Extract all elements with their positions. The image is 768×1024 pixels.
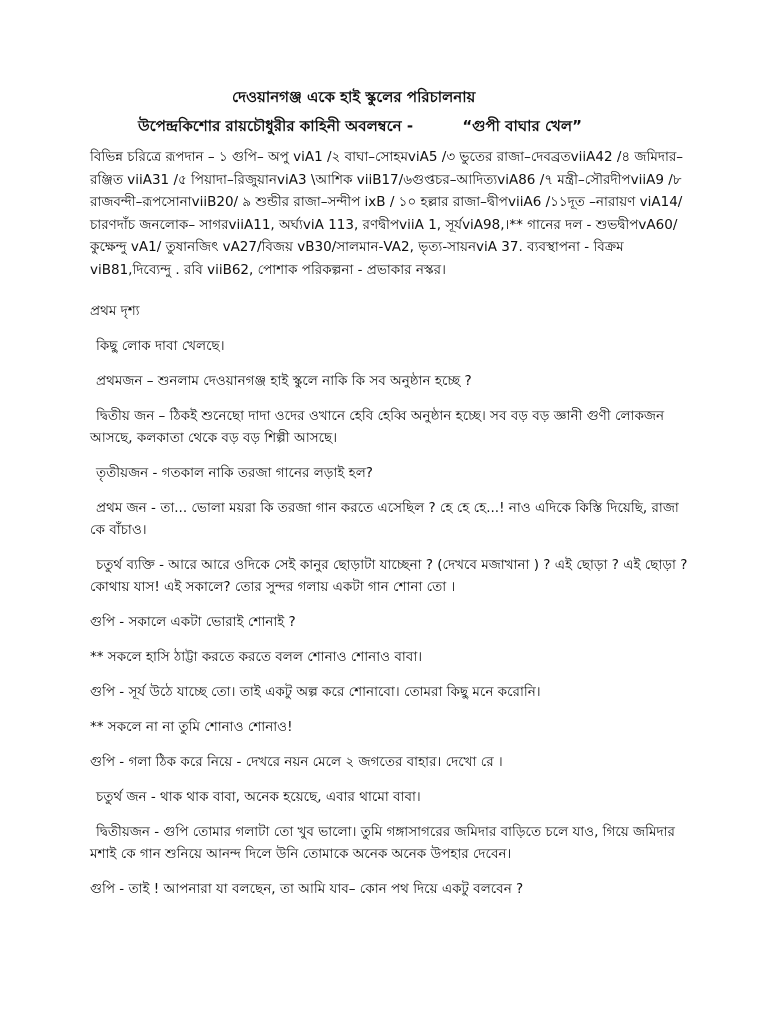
dialogue-line: গুপি - গলা ঠিক করে নিয়ে - দেখরে নয়ন মেলে ২ জগতের বাহার। দেখো রে । <box>90 754 503 770</box>
dialogue-line: ** সকলে না না তুমি শোনাও শোনাও! <box>90 719 293 735</box>
play-name: “গুপী বাঘার খেল” <box>462 117 582 135</box>
dialogue-line: চতুর্থ ব্যক্তি - আরে আরে ওদিকে সেই কানুর ছোড়াটা যাচ্ছেনা ? (দেখবে মজাখানা ) ? এই ছোড়া ? এই ছোড়া ? কোথায় যাস! এই সকালে? তোর সুন্দর গলায় একটা গান শোনা তো । <box>90 557 688 595</box>
dialogue-line: চতুর্থ জন - থাক থাক বাবা, অনেক হয়েছে, এবার থামো বাবা। <box>96 789 421 805</box>
document-subtitle <box>138 115 582 140</box>
subtitle-source: উপেন্দ্রকিশোর রায়চৌধুরীর কাহিনী অবলম্বনে - <box>138 117 414 135</box>
stage-direction: কিছু লোক দাবা খেলছে। <box>96 338 225 354</box>
dialogue-line: দ্বিতীয় জন – ঠিকই শুনেছো দাদা ওদের ওখানে হেবি হেব্বি অনুষ্ঠান হচ্ছে। সব বড় বড় জ্ঞানী গুণী লোকজন আসছে, কলকাতা থেকে বড় বড় শিল্পী আসছে। <box>90 408 665 446</box>
dialogue-line: ** সকলে হাসি ঠাট্টা করতে করতে বলল শোনাও শোনাও বাবা। <box>90 649 423 665</box>
dialogue-line: গুপি - সূর্য উঠে যাচ্ছে তো। তাই একটু অল্প করে শোনাবো। তোমরা কিছু মনে করোনি। <box>90 684 541 700</box>
script-body <box>90 300 690 913</box>
dialogue-line: গুপি - তাই ! আপনারা যা বলছেন, তা আমি যাব– কোন পথ দিয়ে একটু বলবেন ? <box>90 881 524 897</box>
dialogue-line: গুপি - সকালে একটা ভোরাই শোনাই ? <box>90 614 296 630</box>
cast-list: বিভিন্ন চরিত্রে রূপদান – ১ গুপি– অপু viA1 /২ বাঘা–সোহমviA5 /৩ ভুতের রাজা–দেবব্রতviiA42 /৪ জমিদার–রঞ্জিত viiA31 /৫ পিয়াদা–রিজুয়ানviA3 \আশিক viiB17/৬গুপ্তচর–আদিত্যviA86 /৭ মন্ত্রী–সৌরদীপviiA9 /৮ রাজবন্দী–রূপসোনাviiB20/ ৯ শুন্ডীর রাজা–সন্দীপ ixB / ১০ হল্লার রাজা–দ্বীপviiA6 /১১দূত –নারায়ণ viA14/চারণদাঁচ জনলোক– সাগরviiA11, অর্ঘ্যviA 113, রণদ্বীপviiA 1, সূর্যviA98,।** গানের দল - শুভদ্বীপvA60/ কুক্ষেন্দু vA1/ তুষানজিৎ vA27/বিজয় vB30/সালমান-VA2, ভৃত্য-সায়নviA 37. ব্যবস্থাপনা - বিক্রম viB81,দিব্যেন্দু . রবি viiB62, পোশাক পরিকল্পনা - প্রভাকার নস্কর। <box>90 149 684 278</box>
dialogue-line: দ্বিতীয়জন - গুপি তোমার গলাটা তো খুব ভালো। তুমি গঙ্গাসাগরের জমিদার বাড়িতে চলে যাও, গিয়ে জমিদার মশাই কে গান শুনিয়ে আনন্দ দিলে উনি তোমাকে অনেক অনেক উপহার দেবেন। <box>90 824 675 862</box>
dialogue-line: প্রথমজন – শুনলাম দেওয়ানগঞ্জ হাই স্কুলে নাকি কি সব অনুষ্ঠান হচ্ছে ? <box>96 373 472 389</box>
document-title: দেওয়ানগঞ্জ একে হাই স্কুলের পরিচালনায় <box>232 88 476 106</box>
scene-title: প্রথম দৃশ্য <box>90 303 140 319</box>
dialogue-line: তৃতীয়জন - গতকাল নাকি তরজা গানের লড়াই হল? <box>96 465 373 481</box>
dialogue-line: প্রথম জন - তা... ভোলা ময়রা কি তরজা গান করতে এসেছিল ? হে হে হে...! নাও এদিকে কিস্তি দিয়েছি, রাজা কে বাঁচাও। <box>90 500 679 538</box>
